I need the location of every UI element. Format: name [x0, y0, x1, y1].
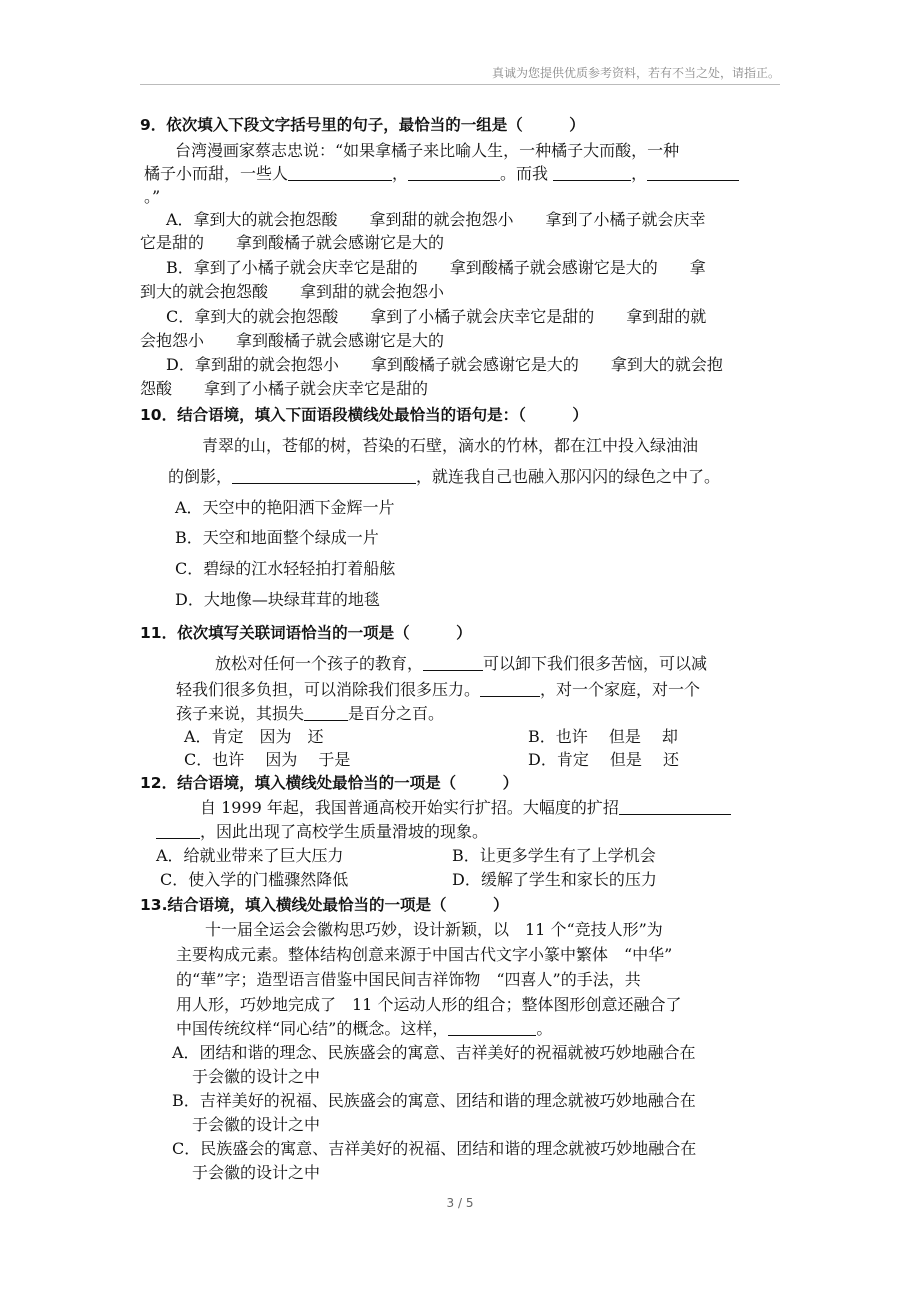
- q9-option-a: A．拿到大的就会抱怨酸 拿到甜的就会抱怨小 拿到了小橘子就会庆幸: [166, 210, 706, 229]
- q11-passage-line3: 孩子来说，其损失 是百分之百。: [176, 704, 445, 723]
- q10-title: 10．结合语境，填入下面语段横线处最恰当的语句是：（ ）: [140, 406, 588, 424]
- q13-option-b-cont: 于会徽的设计之中: [192, 1115, 321, 1134]
- q9-option-d-cont: 怨酸 拿到了小橘子就会庆幸它是甜的: [140, 379, 429, 398]
- q12-option-d: D．缓解了学生和家长的压力: [452, 870, 657, 889]
- q13-option-a: A．团结和谐的理念、民族盛会的寓意、吉祥美好的祝福就被巧妙地融合在: [172, 1043, 696, 1062]
- q12-option-c: C．使入学的门槛骤然降低: [160, 870, 349, 889]
- q9-blank-3: [553, 164, 631, 181]
- header-rule: [140, 84, 780, 85]
- q10-option-a: A．天空中的艳阳洒下金辉一片: [175, 498, 395, 517]
- q13-option-c-cont: 于会徽的设计之中: [192, 1163, 321, 1182]
- q13-option-c: C．民族盛会的寓意、吉祥美好的祝福、团结和谐的理念就被巧妙地融合在: [172, 1139, 697, 1158]
- q9-blank-2: [408, 164, 500, 181]
- q11-passage-line1: 放松对任何一个孩子的教育， 可以卸下我们很多苦恼，可以减: [215, 654, 708, 673]
- q11-option-a: A．肯定 因为 还: [184, 727, 324, 746]
- q9-blank-4: [647, 164, 739, 181]
- q11-option-c: C．也许 因为 于是: [184, 750, 351, 769]
- q10-option-d: D．大地像—块绿茸茸的地毯: [175, 590, 380, 609]
- q9-passage-line3: 。”: [144, 187, 161, 206]
- q9-option-c-cont: 会抱怨小 拿到酸橘子就会感谢它是大的: [140, 331, 445, 350]
- q10-option-c: C．碧绿的江水轻轻拍打着船舷: [175, 559, 396, 578]
- q10-passage-line1: 青翠的山，苍郁的树，苔染的石壁，滴水的竹林，都在江中投入绿油油: [202, 436, 699, 455]
- q9-option-b: B．拿到了小橘子就会庆幸它是甜的 拿到酸橘子就会感谢它是大的 拿: [166, 258, 706, 277]
- q10-option-b: B．天空和地面整个绿成一片: [175, 528, 379, 547]
- header-note: 真诚为您提供优质参考资料，若有不当之处，请指正。: [491, 66, 780, 80]
- q9-option-b-cont: 到大的就会抱怨酸 拿到甜的就会抱怨小: [140, 282, 445, 301]
- q11-option-d: D．肯定 但是 还: [528, 750, 680, 769]
- q9-option-a-cont: 它是甜的 拿到酸橘子就会感谢它是大的: [140, 233, 445, 252]
- q12-blank-cont: [156, 822, 200, 839]
- q13-passage-line3: 的“華”字；造型语言借鉴中国民间吉祥饰物 “四喜人”的手法，共: [176, 970, 641, 989]
- q13-passage-line1: 十一届全运会会徽构思巧妙，设计新颖，以 11 个“竞技人形”为: [205, 920, 663, 939]
- q12-option-a: A．给就业带来了巨大压力: [156, 846, 344, 865]
- q9-title: 9．依次填入下段文字括号里的句子，最恰当的一组是（ ）: [140, 116, 585, 134]
- q11-passage-line2: 轻我们很多负担，可以消除我们很多压力。 ，对一个家庭，对一个: [176, 680, 701, 699]
- q12-title: 12．结合语境，填入横线处最恰当的一项是（ ）: [140, 774, 519, 792]
- q11-blank-1: [423, 654, 483, 671]
- q9-option-c: C．拿到大的就会抱怨酸 拿到了小橘子就会庆幸它是甜的 拿到甜的就: [166, 307, 707, 326]
- q13-title: 13.结合语境，填入横线处最恰当的一项是（ ）: [140, 896, 509, 914]
- q12-option-b: B．让更多学生有了上学机会: [452, 846, 656, 865]
- q13-option-b: B．吉祥美好的祝福、民族盛会的寓意、团结和谐的理念就被巧妙地融合在: [172, 1091, 696, 1110]
- q11-option-b: B．也许 但是 却: [528, 727, 678, 746]
- q13-passage-line5: 中国传统纹样“同心结”的概念。这样， 。: [176, 1019, 553, 1038]
- q9-option-d: D．拿到甜的就会抱怨小 拿到酸橘子就会感谢它是大的 拿到大的就会抱: [166, 355, 723, 374]
- q9-passage-line2: 橘子小而甜，一些人 ， 。而我 ，: [144, 163, 739, 185]
- q11-blank-2: [480, 680, 540, 697]
- q10-passage-line2: 的倒影， ，就连我自己也融入那闪闪的绿色之中了。: [168, 467, 721, 486]
- page-number: 3 / 5: [446, 1196, 474, 1210]
- q13-option-a-cont: 于会徽的设计之中: [192, 1067, 321, 1086]
- q12-blank: [619, 798, 731, 815]
- q12-passage-line2: ，因此出现了高校学生质量滑坡的现象。: [156, 821, 488, 843]
- q9-blank-1: [288, 164, 392, 181]
- q13-passage-line2: 主要构成元素。整体结构创意来源于中国古代文字小篆中繁体 “中华”: [176, 945, 673, 964]
- q11-blank-3: [304, 704, 348, 721]
- q12-passage-line1: 自 1999 年起，我国普通高校开始实行扩招。大幅度的扩招: [200, 797, 731, 819]
- q11-title: 11．依次填写关联词语恰当的一项是（ ）: [140, 624, 472, 642]
- q10-blank: [232, 467, 416, 484]
- q9-passage-line1: 台湾漫画家蔡志忠说：“如果拿橘子来比喻人生，一种橘子大而酸，一种: [175, 141, 680, 160]
- q13-passage-line4: 用人形，巧妙地完成了 11 个运动人形的组合；整体图形创意还融合了: [176, 995, 682, 1014]
- q13-blank: [448, 1019, 536, 1036]
